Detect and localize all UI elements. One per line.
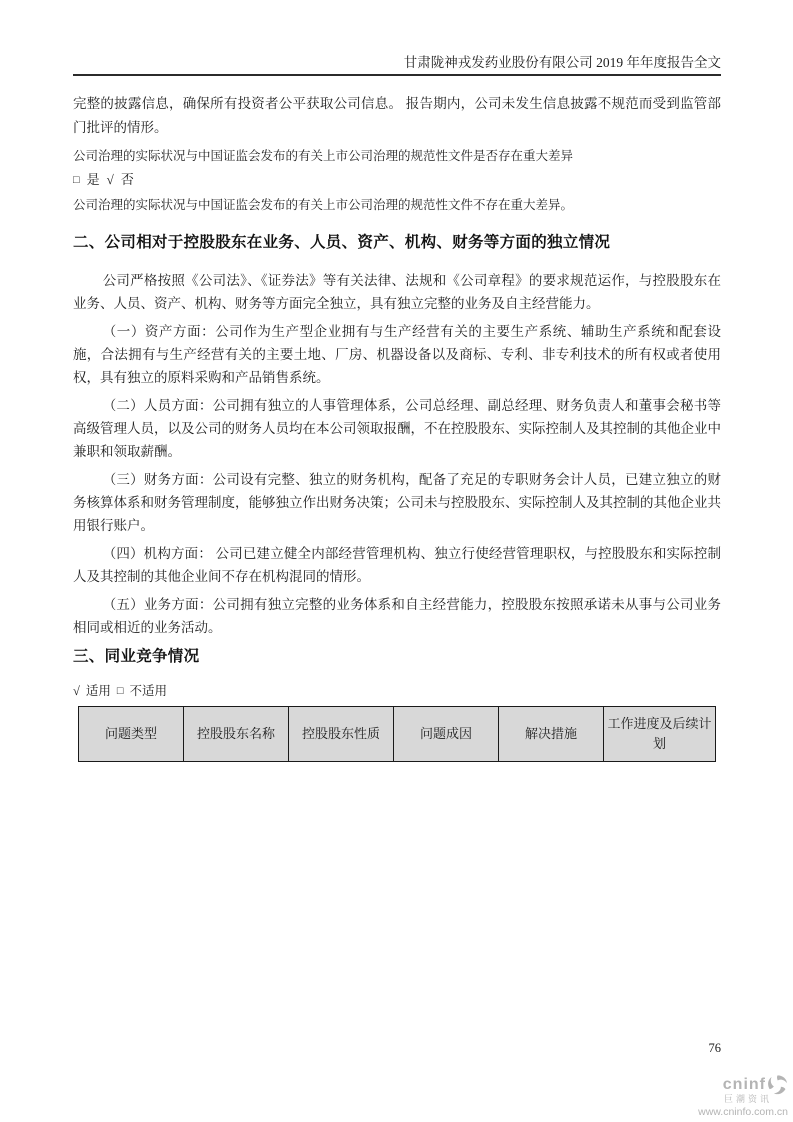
cninfo-swirl-icon	[767, 1074, 788, 1095]
cninfo-brand-cn: 巨潮资讯	[723, 1094, 772, 1104]
section-heading-competition: 三、同业竞争情况	[73, 648, 200, 665]
intro-paragraph: 完整的披露信息，确保所有投资者公平获取公司信息。 报告期内，公司未发生信息披露不规范而受到监管部门批评的情形。	[73, 96, 721, 135]
independence-paragraph: （二）人员方面：公司拥有独立的人事管理体系，公司总经理、副总经理、财务负责人和董事会秘书等高级管理人员，以及公司的财务人员均在本公司领取报酬，不在控股股东、实际控制人及其控制的其他企业中兼职和领取薪酬。	[73, 398, 721, 459]
table-header-cell: 解决措施	[499, 707, 604, 762]
page-number: 76	[708, 1041, 721, 1055]
table-header-cell: 问题成因	[394, 707, 499, 762]
check-icon: √	[73, 684, 80, 698]
cninfo-brand-text: cninf	[722, 1075, 766, 1093]
section-heading-independence: 二、公司相对于控股股东在业务、人员、资产、机构、财务等方面的独立情况	[73, 234, 611, 251]
table-header-cell: 控股股东名称	[184, 707, 289, 762]
table-header-cell: 问题类型	[79, 707, 184, 762]
option-label-no: 否	[120, 172, 134, 187]
table-header-cell: 工作进度及后续计划	[604, 707, 716, 762]
header-title: 甘肃陇神戎发药业股份有限公司 2019 年年度报告全文	[403, 55, 721, 70]
cninfo-url: www.cninfo.com.cn	[698, 1106, 788, 1118]
checkbox-unchecked-icon: □	[73, 174, 80, 186]
independence-paragraph: （一）资产方面：公司作为生产型企业拥有与生产经营有关的主要生产系统、辅助生产系统和配套设施，合法拥有与生产经营有关的主要土地、厂房、机器设备以及商标、专利、非专利技术的所有权或者使用权，具有独立的原料采购和产品销售系统。	[73, 324, 721, 385]
cninfo-watermark	[568, 1074, 788, 1119]
header-rule	[73, 74, 721, 76]
not-applicable-label: 不适用	[129, 684, 168, 698]
independence-paragraph: （五）业务方面：公司拥有独立完整的业务体系和自主经营能力，控股股东按照承诺未从事与公司业务相同或相近的业务活动。	[73, 597, 721, 635]
independence-paragraph: （三）财务方面：公司设有完整、独立的财务机构，配备了充足的专职财务会计人员，已建立独立的财务核算体系和财务管理制度，能够独立作出财务决策；公司未与控股股东、实际控制人及其控制的其他企业共用银行账户。	[73, 472, 721, 533]
table-header-cell: 控股股东性质	[289, 707, 394, 762]
governance-question: 公司治理的实际状况与中国证监会发布的有关上市公司治理的规范性文件是否存在重大差异	[73, 149, 574, 163]
governance-statement: 公司治理的实际状况与中国证监会发布的有关上市公司治理的规范性文件不存在重大差异。	[73, 198, 574, 212]
cninfo-logo	[568, 1074, 788, 1095]
check-icon: √	[106, 172, 114, 187]
independence-paragraph: （四）机构方面： 公司已建立健全内部经营管理机构、独立行使经营管理职权，与控股股东和实际控制人及其控制的其他企业间不存在机构混同的情形。	[73, 546, 721, 584]
page-content	[73, 92, 721, 762]
independence-paragraph: 公司严格按照《公司法》、《证券法》等有关法律、法规和《公司章程》的要求规范运作，与控股股东在业务、人员、资产、机构、财务等方面完全独立，具有独立完整的业务及自主经营能力。	[73, 273, 721, 311]
checkbox-unchecked-icon: □	[116, 685, 124, 697]
governance-options	[73, 172, 721, 189]
applicable-label: 适用	[85, 684, 111, 698]
applicability-line	[73, 683, 721, 700]
table-header-row	[79, 707, 716, 762]
competition-table	[78, 706, 716, 762]
option-label-yes: 是	[86, 172, 100, 187]
